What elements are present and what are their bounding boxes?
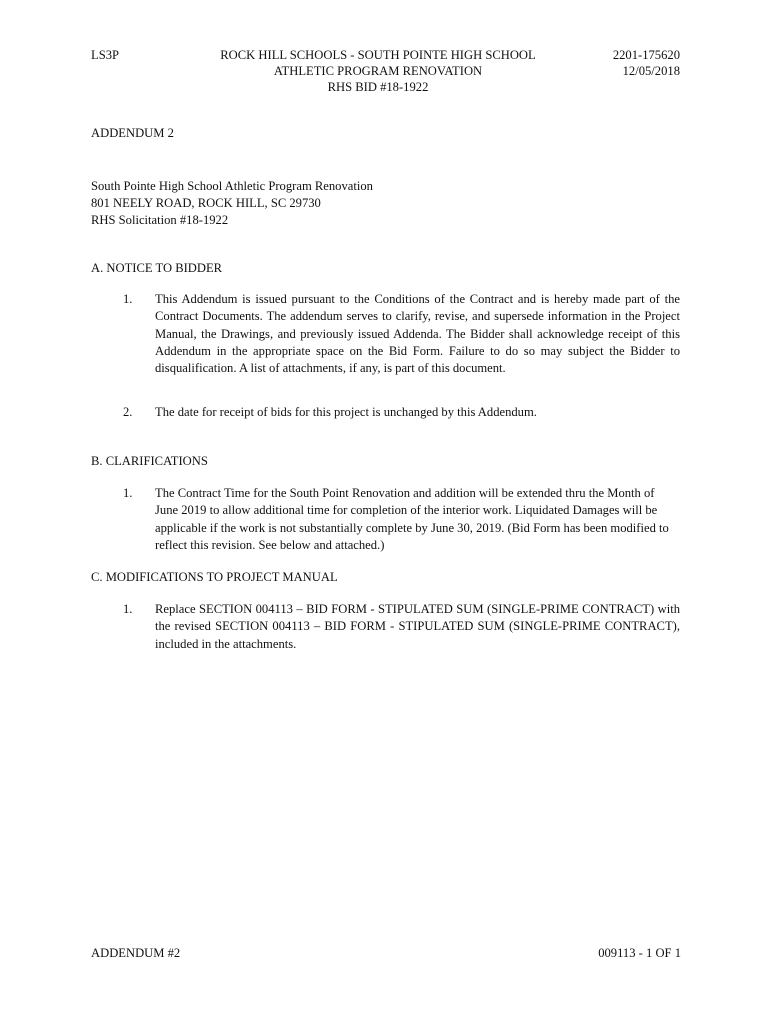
header-title-line-1: ROCK HILL SCHOOLS - SOUTH POINTE HIGH SCHOOL [220,48,536,62]
section-a-title: A. NOTICE TO BIDDER [91,261,223,275]
header-project-number: 2201-175620 [612,48,680,62]
item-number: 1. [123,602,133,616]
item-text: Replace SECTION 004113 – BID FORM - STIPULATED SUM (SINGLE-PRIME CONTRACT) with the revised SECTION 004113 – BID FORM - STIPULATED SUM (SINGLE-PRIME CONTRACT), included in the attachments. [155,602,680,651]
item-text: The date for receipt of bids for this project is unchanged by this Addendum. [155,405,537,419]
header-meta [560,47,680,79]
item-number: 2. [123,405,133,419]
header-title-line-2: ATHLETIC PROGRAM RENOVATION [273,64,483,78]
section-c-title: C. MODIFICATIONS TO PROJECT MANUAL [91,570,338,584]
project-address: 801 NEELY ROAD, ROCK HILL, SC 29730 [91,196,321,210]
item-number: 1. [123,292,133,306]
footer-page-number: 009113 - 1 OF 1 [598,946,681,960]
header-firm: LS3P [91,48,119,62]
project-solicitation: RHS Solicitation #18-1922 [91,213,229,227]
project-info [91,178,373,229]
footer-left: ADDENDUM #2 [91,946,181,960]
item-text: The Contract Time for the South Point Renovation and addition will be extended thru the Month of June 2019 to allow additional time for completion of the interior work. Liquidated Damages will be applicable if the work is not substantially complete by June 30, 2019. (Bid Form has been modified to reflect this revision. See below and attached.) [155,486,669,552]
header-title [192,47,564,95]
item-number: 1. [123,486,133,500]
addendum-title: ADDENDUM 2 [91,126,174,140]
item-text: This Addendum is issued pursuant to the Conditions of the Contract and is hereby made part of the Contract Documents. The addendum serves to clarify, revise, and supersede information in the Project Manual, the Drawings, and previously issued Addenda. The Bidder shall acknowledge receipt of this Addendum in the appropriate space on the Bid Form. Failure to do so may subject the Bidder to disqualification. A list of attachments, if any, is part of this document. [155,292,680,376]
header-title-line-3: RHS BID #18-1922 [327,80,429,94]
section-b-title: B. CLARIFICATIONS [91,454,208,468]
header-date: 12/05/2018 [622,64,680,78]
project-name: South Pointe High School Athletic Program Renovation [91,179,373,193]
